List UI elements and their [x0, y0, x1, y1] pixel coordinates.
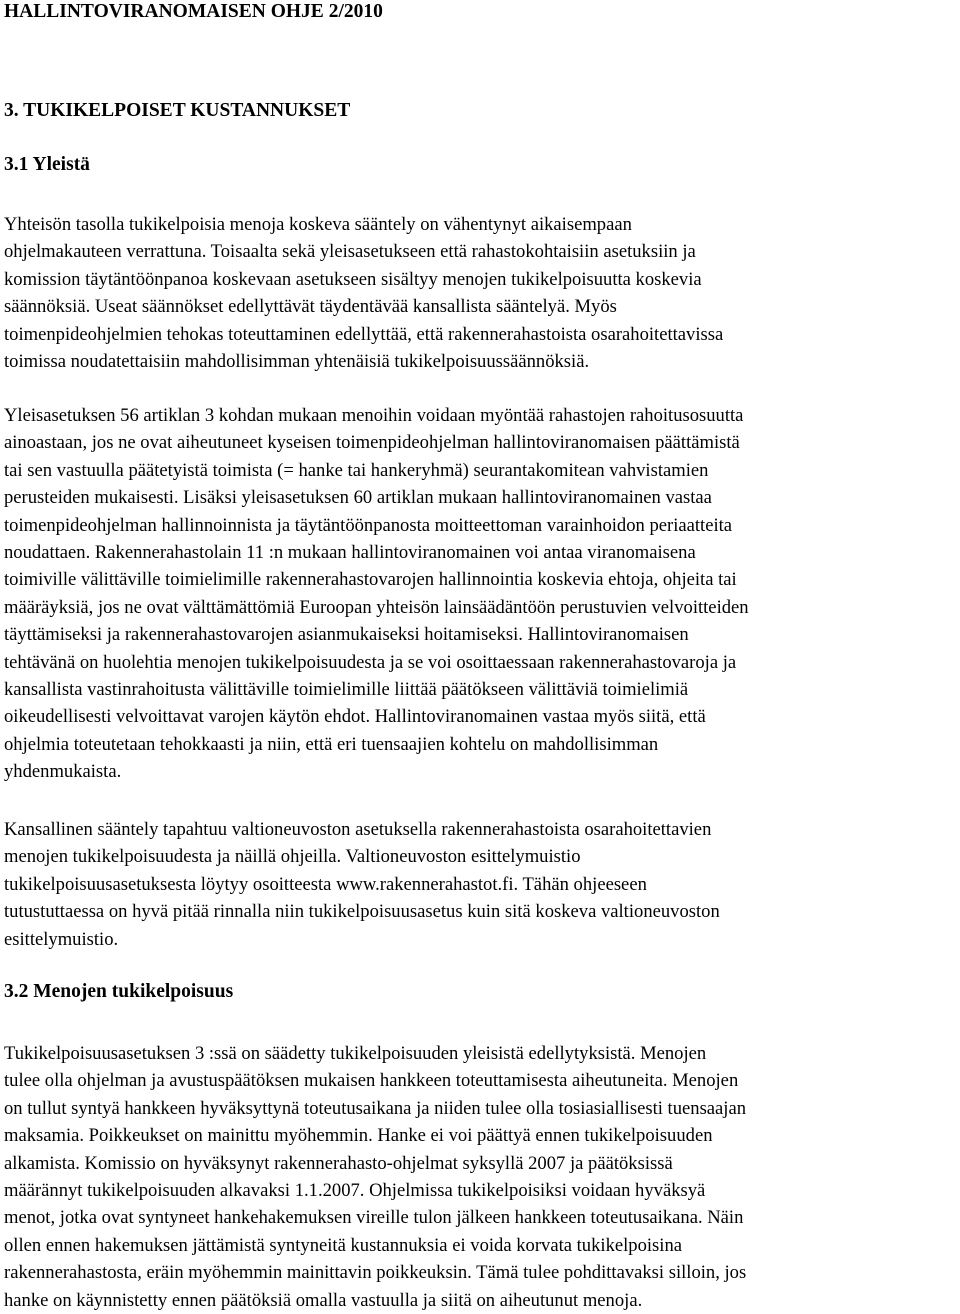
paragraph	[4, 816, 954, 953]
text-line: tai sen vastuulla päätetyistä toimista (= hanke tai hankeryhmä) seurantakomitean vahvistamien	[4, 459, 709, 481]
text-line: määrännyt tukikelpoisuuden alkavaksi 1.1.2007. Ohjelmissa tukikelpoisiksi voidaan hyväksyä	[4, 1179, 706, 1201]
text-line: esittelymuistio.	[4, 928, 119, 950]
text-line: komission täytäntöönpanoa koskevaan asetukseen sisältyy menojen tukikelpoisuutta koskevia	[4, 268, 702, 290]
text-line: ollen ennen hakemuksen jättämistä syntyneitä kustannuksia ei voida korvata tukikelpoisina	[4, 1234, 682, 1256]
text-line: Yleisasetuksen 56 artiklan 3 kohdan mukaan menoihin voidaan myöntää rahastojen rahoitusosuutta	[4, 405, 744, 426]
paragraph	[4, 402, 954, 785]
text-line: tukikelpoisuusasetuksesta löytyy osoitteesta www.rakennerahastot.fi. Tähän ohjeeseen	[4, 873, 647, 895]
text-line: toimissa noudatettaisiin mahdollisimman yhtenäisiä tukikelpoisuussäännöksiä.	[4, 350, 590, 372]
text-line: määräyksiä, jos ne ovat välttämättömiä Euroopan yhteisön lainsäädäntöön perustuvien velvoitteiden	[4, 596, 749, 618]
text-line: yhdenmukaista.	[4, 761, 122, 783]
text-line: tulee olla ohjelman ja avustuspäätöksen mukaisen hankkeen toteuttamisesta aiheutuneita. Menojen	[4, 1070, 739, 1092]
text-line: täyttämiseksi ja rakennerahastovarojen asianmukaiseksi hoitamiseksi. Hallintoviranomaisen	[4, 624, 689, 646]
text-line: on tullut syntyä hankkeen hyväksyttynä toteutusaikana ja niiden tulee olla tosiasiallisesti tuensaajan	[4, 1097, 747, 1119]
text-line: toimenpideohjelman hallinnoinnista ja täytäntöönpanosta moitteettoman varainhoidon periaatteita	[4, 514, 733, 536]
text-line: toimiville välittäville toimielimille rakennerahastovarojen hallinnointia koskevia ehtoja, ohjeita tai	[4, 569, 737, 591]
text-line: oikeudellisesti velvoittavat varojen käytön ehdot. Hallintoviranomainen vastaa myös siitä, että	[4, 706, 706, 728]
text-line: menojen tukikelpoisuudesta ja näillä ohjeilla. Valtioneuvoston esittelymuistio	[4, 846, 581, 868]
text-line: ohjelmakauteen verrattuna. Toisaalta sekä yleisasetukseen että rahastokohtaisiin asetuksiin ja	[4, 241, 696, 263]
paragraph	[4, 211, 954, 375]
text-line: alkamista. Komissio on hyväksynyt rakennerahasto-ohjelmat syksyllä 2007 ja päätöksissä	[4, 1152, 673, 1174]
text-line: toimenpideohjelmien tehokas toteuttaminen edellyttää, että rakennerahastoista osarahoitettavissa	[4, 323, 724, 345]
document-header: HALLINTOVIRANOMAISEN OHJE 2/2010	[4, 1, 383, 22]
text-line: säännöksiä. Useat säännökset edellyttävät täydentävää kansallista sääntelyä. Myös	[4, 296, 617, 318]
text-line: Kansallinen sääntely tapahtuu valtioneuvoston asetuksella rakennerahastoista osarahoitettavien	[4, 819, 712, 840]
text-line: Yhteisön tasolla tukikelpoisia menoja koskeva sääntely on vähentynyt aikaisempaan	[4, 214, 632, 235]
text-line: maksamia. Poikkeukset on mainittu myöhemmin. Hanke ei voi päättyä ennen tukikelpoisuuden	[4, 1125, 713, 1147]
chapter-title: 3. TUKIKELPOISET KUSTANNUKSET	[4, 100, 351, 121]
paragraph	[4, 1040, 954, 1314]
text-line: noudattaen. Rakennerahastolain 11 :n mukaan hallintoviranomainen voi antaa viranomaisena	[4, 541, 696, 563]
text-line: perusteiden mukaisesti. Lisäksi yleisasetuksen 60 artiklan mukaan hallintoviranomainen vastaa	[4, 487, 712, 509]
text-line: rakennerahastosta, eräin myöhemmin mainittavin poikkeuksin. Tämä tulee pohdittavaksi silloin, jos	[4, 1262, 747, 1284]
text-line: ohjelmia toteutetaan tehokkaasti ja niin, että eri tuensaajien kohtelu on mahdollisimman	[4, 733, 659, 755]
text-line: hanke on käynnistetty ennen päätöksiä omalla vastuulla ja siitä on aiheutunut menoja.	[4, 1289, 643, 1311]
text-line: Tukikelpoisuusasetuksen 3 :ssä on säädetty tukikelpoisuuden yleisistä edellytyksistä. Menojen	[4, 1043, 707, 1064]
text-line: ainoastaan, jos ne ovat aiheutuneet kyseisen toimenpideohjelman hallintoviranomaisen päättämistä	[4, 432, 740, 454]
text-line: tehtävänä on huolehtia menojen tukikelpoisuudesta ja se voi osoittaessaan rakennerahastovaroja ja	[4, 651, 737, 673]
text-line: menot, jotka ovat syntyneet hankehakemuksen vireille tulon jälkeen hankkeen toteutusaikana. Näin	[4, 1207, 744, 1229]
section-heading-3-2: 3.2 Menojen tukikelpoisuus	[4, 981, 234, 1002]
text-line: tutustuttaessa on hyvä pitää rinnalla niin tukikelpoisuusasetus kuin sitä koskeva valtioneuvoston	[4, 901, 720, 923]
text-line: kansallista vastinrahoitusta välittäville toimielimille liittää päätökseen välittäviä toimielimiä	[4, 678, 689, 700]
section-heading-3-1: 3.1 Yleistä	[4, 154, 90, 175]
